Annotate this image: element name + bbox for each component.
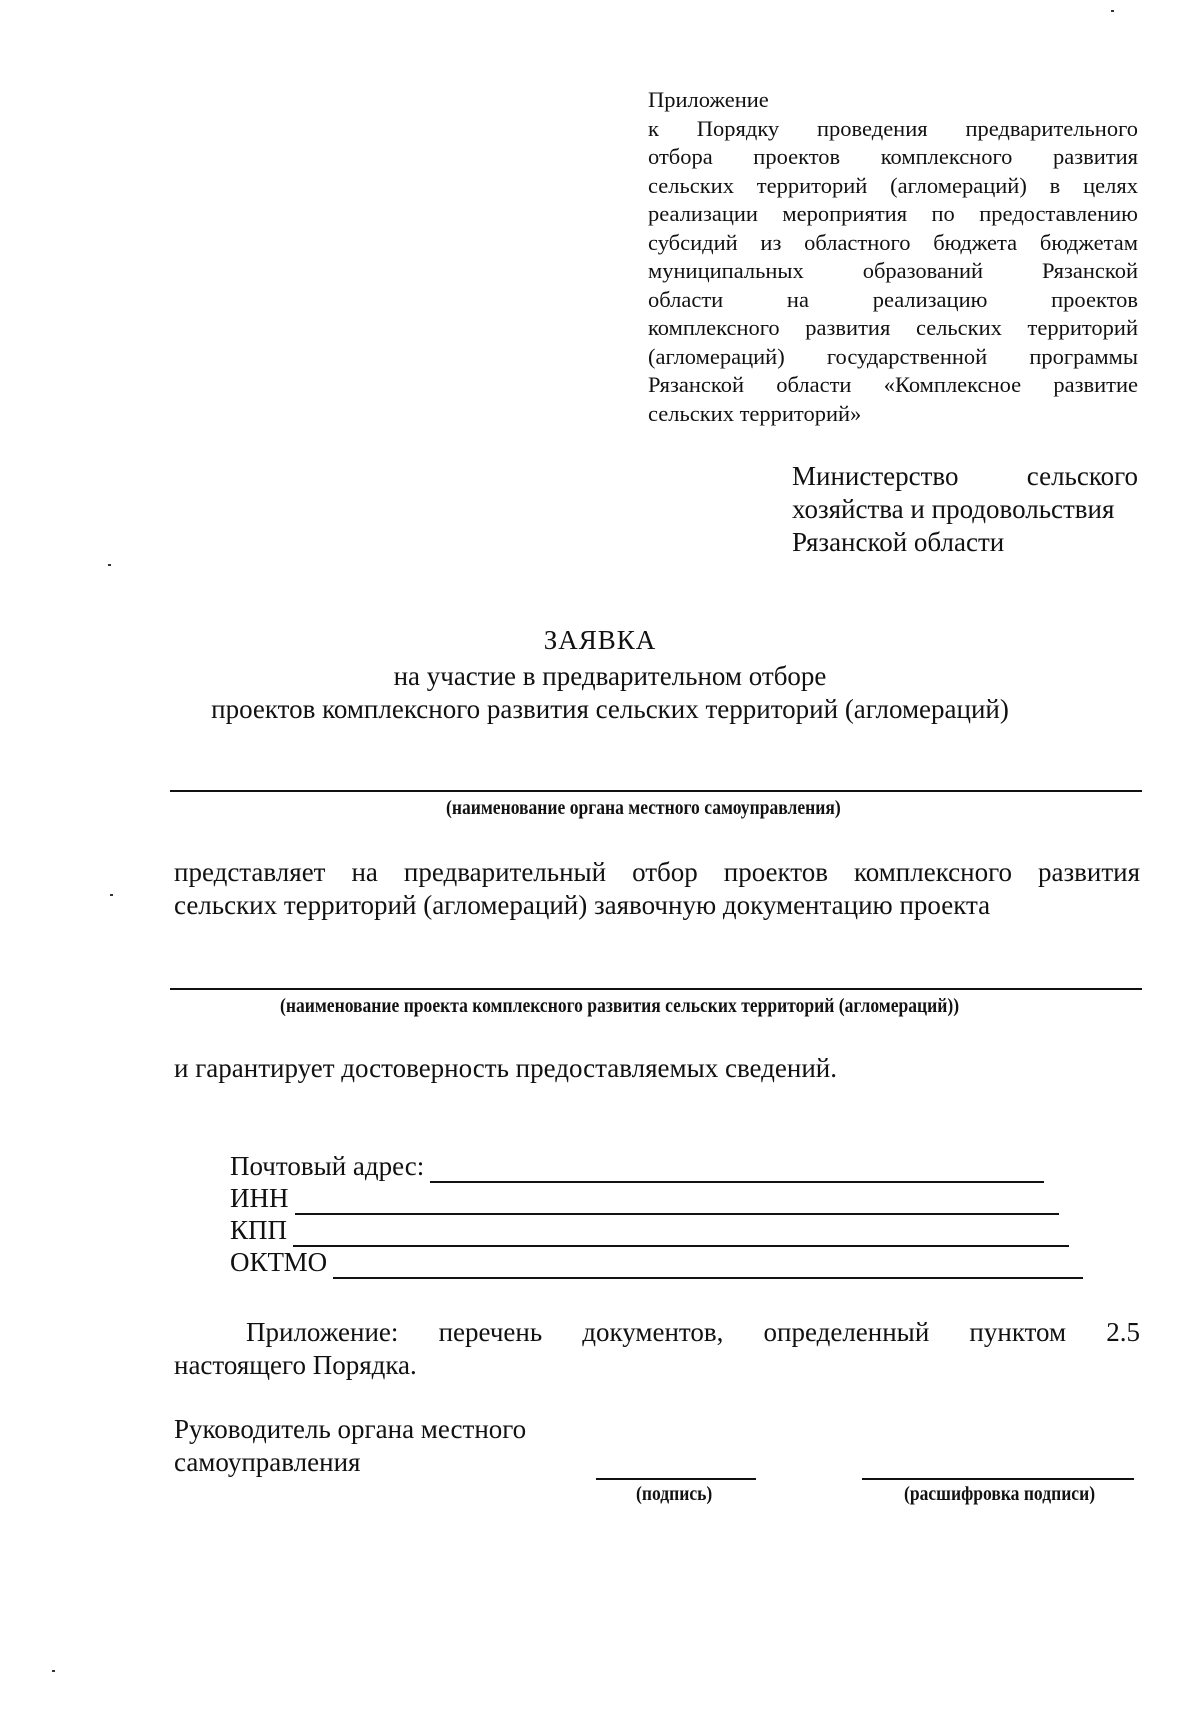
appendix-line: субсидий из областного бюджета бюджетам: [648, 229, 1138, 255]
appendix-line: Рязанской области «Комплексное развитие: [648, 372, 1138, 397]
addressee-line: Рязанской области: [792, 527, 1005, 557]
appendix-line: сельских территорий»: [648, 400, 862, 426]
signature-decode-line[interactable]: [862, 1478, 1134, 1480]
addressee-block: [792, 460, 1138, 559]
appendix-header: [648, 86, 1138, 428]
body-line: сельских территорий (агломераций) заявочную документацию проекта: [174, 890, 991, 920]
signature-line[interactable]: [596, 1478, 756, 1480]
project-name-line[interactable]: [170, 988, 1142, 990]
guarantee-text: и гарантирует достоверность предоставляемых сведений.: [174, 1053, 837, 1083]
attachment-line: настоящего Порядка.: [174, 1350, 417, 1380]
appendix-line: комплексного развития сельских территорий: [648, 315, 1138, 340]
oktmo-field[interactable]: [230, 1246, 1083, 1279]
postal-address-input-line[interactable]: [430, 1157, 1044, 1183]
appendix-line: сельских территорий (агломераций) в целях: [648, 172, 1138, 198]
appendix-line: Приложение: [648, 87, 769, 112]
oktmo-input-line[interactable]: [333, 1253, 1083, 1279]
org-name-line[interactable]: [170, 790, 1142, 792]
inn-field[interactable]: [230, 1182, 1059, 1215]
signature-caption: (подпись): [636, 1484, 713, 1505]
inn-input-line[interactable]: [295, 1189, 1059, 1215]
signature-decode-caption: (расшифровка подписи): [904, 1484, 1096, 1505]
appendix-line: области на реализацию проектов: [648, 286, 1138, 312]
attachment-line: Приложение: перечень документов, определенный пунктом 2.5: [246, 1317, 1140, 1347]
body-paragraph: [174, 856, 1140, 922]
appendix-line: муниципальных образований Рязанской: [648, 258, 1138, 283]
signer-title-line: самоуправления: [174, 1447, 361, 1477]
attachment-paragraph: [174, 1316, 1140, 1382]
scan-speck: [1111, 10, 1114, 12]
scan-speck: [110, 894, 113, 896]
appendix-line: отбора проектов комплексного развития: [648, 144, 1138, 169]
body-line: представляет на предварительный отбор проектов комплексного развития: [174, 857, 1140, 887]
appendix-line: к Порядку проведения предварительного: [648, 115, 1138, 141]
appendix-line: (агломераций) государственной программы: [648, 343, 1138, 369]
addressee-line: хозяйства и продовольствия: [792, 494, 1115, 524]
scan-speck: [52, 1670, 55, 1672]
kpp-input-line[interactable]: [293, 1221, 1069, 1247]
appendix-line: реализации мероприятия по предоставлению: [648, 201, 1138, 226]
kpp-label: КПП: [230, 1215, 288, 1245]
document-subtitle: проектов комплексного развития сельских территорий (агломераций): [211, 694, 1009, 724]
addressee-line: Министерство сельского: [792, 461, 1138, 491]
document-subtitle: на участие в предварительном отборе: [393, 661, 827, 691]
document-title: ЗАЯВКА: [543, 625, 657, 655]
project-name-caption: (наименование проекта комплексного развития сельских территорий (агломераций)): [280, 996, 960, 1017]
postal-address-field[interactable]: [230, 1150, 1044, 1183]
scan-speck: [108, 564, 111, 566]
kpp-field[interactable]: [230, 1214, 1069, 1247]
org-name-caption: (наименование органа местного самоуправления): [446, 798, 841, 819]
signer-title-line: Руководитель органа местного: [174, 1414, 527, 1444]
postal-address-label: Почтовый адрес:: [230, 1151, 425, 1181]
oktmo-label: ОКТМО: [230, 1247, 328, 1277]
inn-label: ИНН: [230, 1183, 289, 1213]
